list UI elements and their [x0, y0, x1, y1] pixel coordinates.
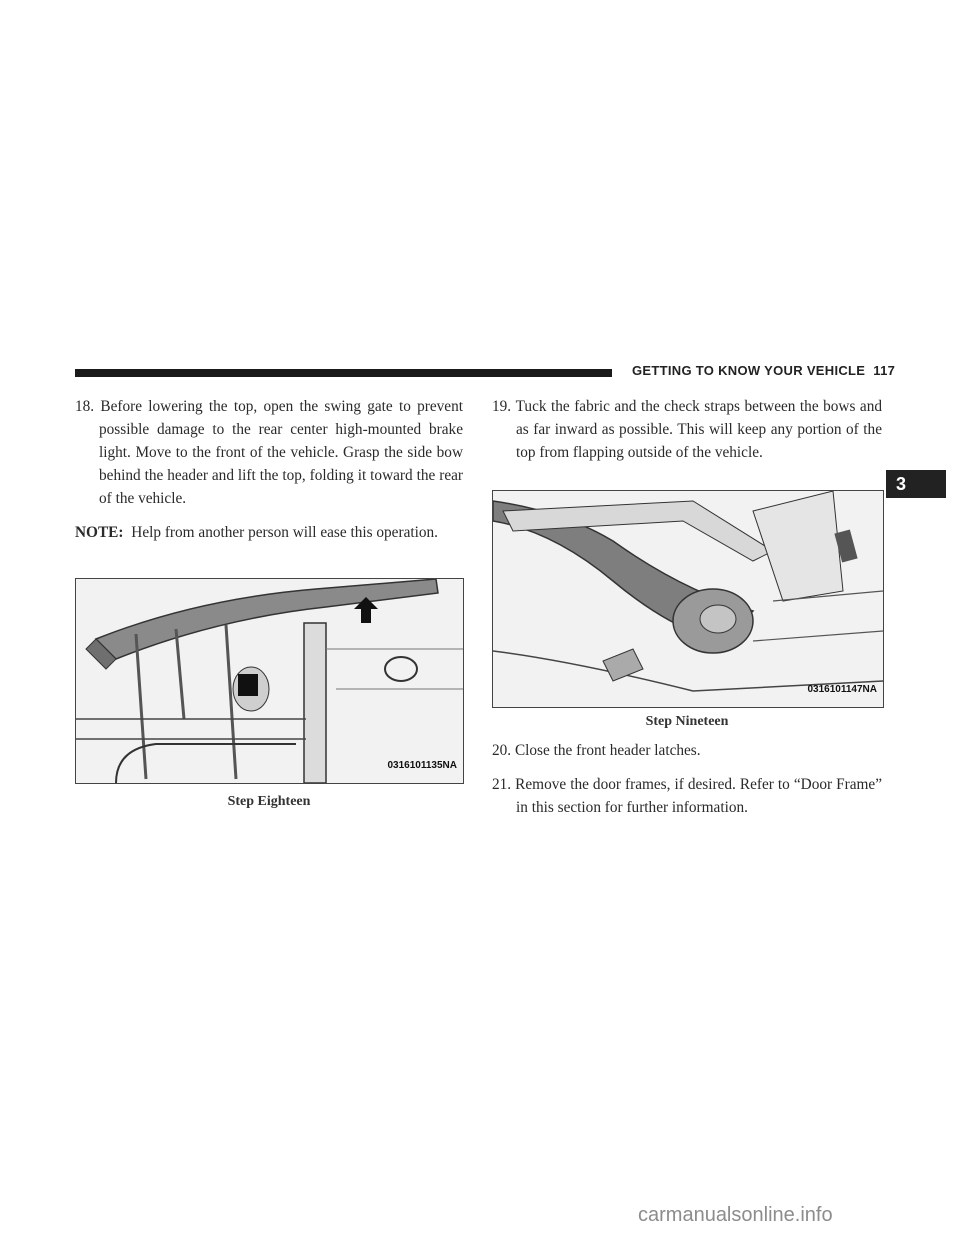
vehicle-soft-top-illustration: [76, 579, 463, 783]
step-21: [492, 773, 882, 819]
section-title: GETTING TO KNOW YOUR VEHICLE: [632, 363, 866, 378]
figure-caption: Step Nineteen: [645, 714, 729, 729]
figure-code: 0316101147NA: [807, 684, 877, 695]
figure-step-eighteen: [75, 578, 464, 784]
step-number: 21.: [492, 776, 512, 793]
step-text: Before lowering the top, open the swing gate to prevent possible damage to the rear center high-mounted brake light. Move to the front of the vehicle. Grasp the side bow behind the header and lift the top, folding it toward the rear of the vehicle.: [99, 398, 463, 507]
step-18: [75, 395, 463, 510]
step-19: [492, 395, 882, 464]
right-column: [492, 395, 882, 830]
note: [75, 521, 463, 544]
folded-top-illustration: [493, 491, 883, 707]
page-number: 117: [873, 363, 896, 378]
watermark: carmanualsonline.info: [638, 1204, 833, 1226]
chapter-tab: 3: [886, 470, 946, 498]
step-number: 20.: [492, 742, 512, 759]
step-text: Close the front header latches.: [514, 742, 701, 759]
step-number: 18.: [75, 398, 95, 415]
figure-code: 0316101135NA: [387, 760, 457, 771]
step-text: Remove the door frames, if desired. Refer to “Door Frame” in this section for further information.: [515, 776, 882, 816]
step-number: 19.: [492, 398, 512, 415]
step-20: [492, 739, 882, 762]
left-column: [75, 395, 463, 813]
note-text: Help from another person will ease this operation.: [131, 524, 438, 541]
running-header: [632, 363, 895, 378]
figure-caption: Step Eighteen: [227, 794, 311, 809]
step-text: Tuck the fabric and the check straps between the bows and as far inward as possible. This will keep any portion of the top from flapping outside of the vehicle.: [515, 398, 882, 461]
figure-step-nineteen: [492, 490, 884, 708]
note-label: NOTE:: [75, 524, 124, 541]
header-rule: [75, 369, 612, 377]
